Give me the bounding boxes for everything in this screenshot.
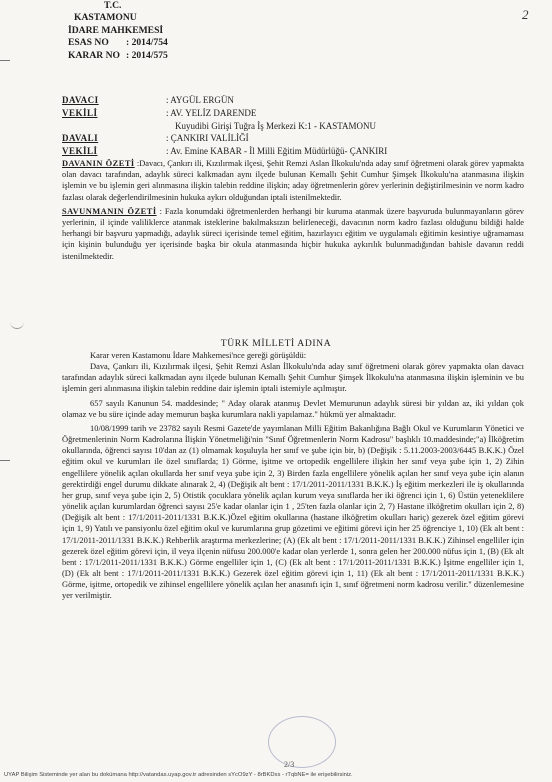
plaintiff-attorney-address: Kuyudibi Girişi Tuğra İş Merkezi K:1 - KASTAMONU — [175, 120, 377, 131]
margin-pen-mark — [10, 320, 24, 329]
defendant-attorney-label: VEKİLİ — [62, 146, 98, 157]
decision-body — [62, 350, 524, 601]
body-paragraph-2: Dava, Çankırı ili, Kızılırmak ilçesi, Şehit Remzi Aslan İlkokulu'nda aday sınıf öğretmeni olarak görev yapmakta olan davacı tarafından adaylık süreci kalkmadan aynı ilçede bulunan Kemallı Şehit Cumhur Şimşek İlkokulu'na atanmasına ilişkin işleminin ve bu işlemin geri alınmasına ilişkin talebin reddine dair işlemin iptali istemiyle açılmıştır. — [62, 361, 524, 394]
defense-summary-text: : Fazla konumdaki öğretmenlerden herhangi bir kuruma atanmak üzere başvuruda bulunmayanların görev yerlerinin, il içinde valiliklerce atanmak isteklerine bakılmaksızın belirleneceği, davacının norm kadro fazlası olduğunu bildiği halde herhangi bir başvuru yapmadığı, adaylık süreci içerisinde temel eğitim, hazırlayıcı eğitim ve uygulamalı eğitimin kesintiye uğramaması için kişinin bulunduğu yer içerisinde başka bir okula atanmasında hiçbir hukuka aykırılık bulunmadığından bahisle davanın reddi istenilmektedir. — [62, 206, 524, 261]
plaintiff-attorney-label: VEKİLİ — [62, 107, 98, 118]
case-summary — [62, 158, 524, 203]
plaintiff-attorney-address-row — [62, 120, 524, 133]
body-paragraph-4: 10/08/1999 tarih ve 23782 sayılı Resmi Gazete'de yayımlanan Milli Eğitim Bakanlığına Bağlı Okul ve Kurumların Yönetici ve Öğretmenlerinin Norm Kadrolarına İlişkin Yönetmeliği'nin "Sınıf Öğretmenlerin Norm Kadrosu" başlıklı 10.maddesinde;"a) İlköğretim okullarında, öğrenci sayısı 10'dan az (1) olmamak koşuluyla her sınıf ve şube için bir, b) (Değişik : 5.11.2003-2003/6445 B.K.K.) Özel eğitim okul ve kurumları ile özel sınıflarda; 1) Görme, işitme ve ortopedik engellilere ilişkin her sınıf veya şube için 1, 2) Zihin engellilere yönelik açılan okullarda her sınıf veya şube için 2, 3) Birden fazla engellilere yönelik açılan her sınıf veya şube için alanın gerektirdiği engel durumu dikkate alınarak 2, 4) (Değişik alt bent : 17/1/2011-2011/1331 B.K.K.) İş eğitim merkezleri ile iş okullarında her grup, sınıf veya şube için 2, 5) Otistik çocuklara yönelik açılan kurum veya sınıflarda her iki öğrenci için 1, 6) Üstün yeteneklilere yönelik açılan kurumlardan öğrenci sayısı 25'e kadar olanlar için 1 , 25'ten fazla olanlar için 2, 7) Hastane ilköğretim okulları için 2, 8) (Değişik alt bent : 17/1/2011-2011/1331 B.K.K.)Özel eğitim okullarına (hastane ilköğretim okulları hariç) gezerek özel eğitim görevi için 1, 9) Yatılı ve pansiyonlu özel eğitim okul ve kurumlarına grup gözetimi ve eğitimi görevi için her 25 öğrenciye 1, 10) (Ek alt bent : 17/1/2011-2011/1331 B.K.K.) Rehberlik araştırma merkezlerine; (A) (Ek alt bent : 17/1/2011-2011/1331 B.K.K.) Zihinsel engelliler için gezerek özel eğitim görevi için, il veya ilçenin nüfusu 200.000'e kadar olan yerlerde 1, sonra gelen her 200.000 nüfus için 1, (B) (Ek alt bent : 17/1/2011-2011/1331 B.K.K.) Görme engelliler için 1, (C) (Ek alt bent : 17/1/2011-2011/1331 B.K.K.) İşitme engelliler için 1, (D) (Ek alt bent : 17/1/2011-2011/1331 B.K.K.) Gezerek özel eğitim görevi için 1, 11) (Ek alt bent : 17/1/2011-2011/1331 B.K.K.) Görme, işitme, ortopedik ve zihinsel engellilere yönelik açılan her anasınıfı için 1, sınıf öğretmeni norm kadrosu verilir." düzenlemesine yer verilmiştir. — [62, 422, 524, 601]
defendant-row — [62, 132, 524, 145]
plaintiff-value: : AYGÜL ERGÜN — [166, 95, 234, 105]
corner-handwritten-number: 2 — [522, 7, 529, 22]
esas-label: ESAS NO — [68, 37, 109, 49]
defendant-attorney-value: : Av. Emine KABAR - İl Milli Eğitim Müdürlüğü- ÇANKIRI — [166, 146, 388, 157]
defendant-attorney-row — [62, 145, 524, 158]
court-name: İDARE MAHKEMESİ — [68, 24, 164, 36]
plaintiff-attorney-row — [62, 107, 524, 120]
uyap-footer: UYAP Bilişim Sisteminde yer alan bu dokümana http://vatandas.uyap.gov.tr adresinden sYcO9zY - 8rBKDxs - rTqbNE= ile erişebilirsiniz. — [4, 772, 353, 778]
esas-row — [68, 37, 168, 49]
page-number: 2/3 — [284, 760, 295, 769]
case-summary-label: DAVANIN ÖZETİ — [62, 158, 135, 168]
tc-line: T.C. — [104, 0, 122, 11]
punch-mark — [0, 60, 10, 61]
parties-section — [62, 94, 524, 262]
body-paragraph-1: Karar veren Kastamonu İdare Mahkemesi'nce gereği görüşüldü: — [90, 350, 307, 360]
defense-summary — [62, 206, 524, 262]
esas-value: : 2014/754 — [126, 37, 168, 49]
plaintiff-attorney-value: : AV. YELİZ DARENDE — [166, 107, 257, 118]
karar-value: : 2014/575 — [126, 49, 168, 61]
official-stamp — [268, 716, 336, 768]
plaintiff-label: DAVACI — [62, 95, 99, 105]
court-header — [68, 0, 168, 62]
nation-title: TÜRK MİLLETİ ADINA — [220, 338, 332, 349]
city-line: KASTAMONU — [74, 12, 137, 24]
defendant-value: : ÇANKIRI VALİLİĞİ — [166, 133, 249, 144]
defense-summary-label: SAVUNMANIN ÖZETİ — [62, 206, 157, 216]
defendant-label: DAVALI — [62, 133, 99, 144]
body-paragraph-3: 657 sayılı Kanunun 54. maddesinde; " Aday olarak atanmış Devlet Memurunun adaylık süresi bir yıldan az, iki yıldan çok olamaz ve bu süre içinde aday memurun başka kurumlara nakli yapılamaz." hükmü yer almaktadır. — [62, 397, 524, 419]
plaintiff-row — [62, 94, 524, 107]
punch-mark — [0, 460, 10, 461]
case-summary-text: :Davacı, Çankırı ili, Kızılırmak ilçesi, Şehit Remzi Aslan İlkokulu'nda aday sınıf öğretmeni olarak görev yapmakta olan davacı tarafından, adaylık süreci kalkmadan aynı ilçede bulunan Kemallı Şehit Cumhur Şimşek İlkokulu'na atanmasına ilişkin işlemin ve bu işlemin geri alınmasına ilişkin talebin reddine ilişkin; aday öğretmenlerin görev yerlerinin değiştirilmesinin ve norm kadro fazlası olarak değerlendirilmesinin hukuka aykırı olduğundan iptali istenilmektedir. — [62, 158, 525, 202]
karar-row — [68, 50, 168, 62]
karar-label: KARAR NO — [68, 49, 120, 61]
